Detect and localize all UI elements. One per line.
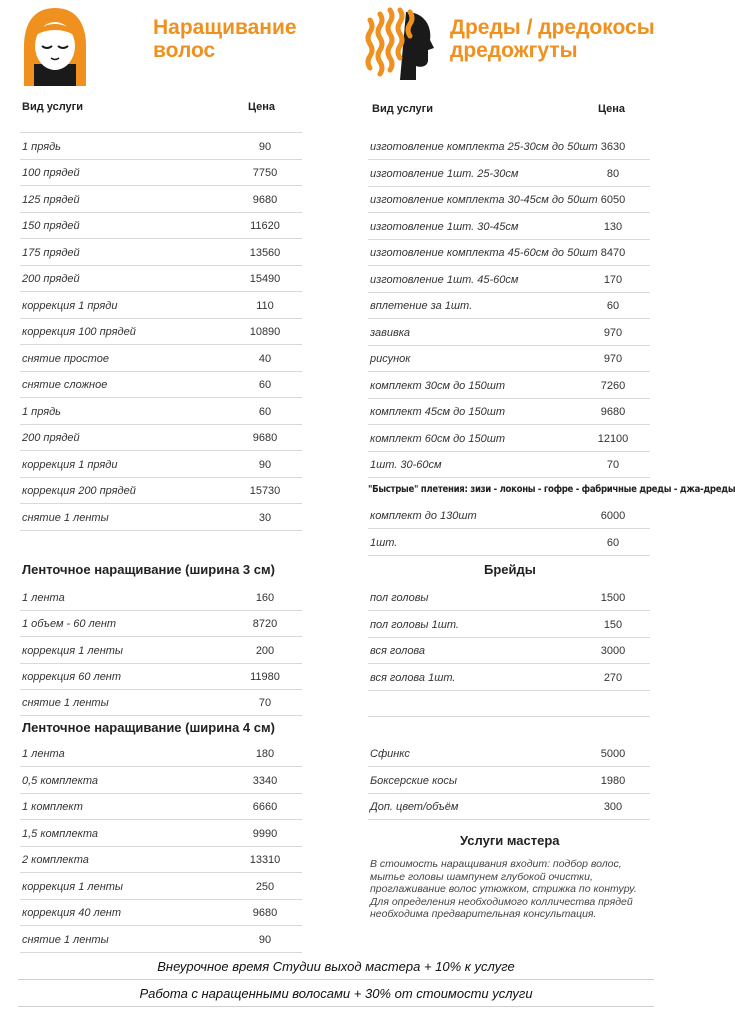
service-price: 7260 [600, 379, 626, 392]
service-name: 100 прядей [22, 167, 80, 179]
table-row [368, 186, 650, 213]
table-row [368, 451, 650, 478]
service-name: 2 комплекта [22, 854, 89, 866]
section-fast-weaving: "Быстрые" плетения: зизи - локоны - гофре - фабричные дреды - джа-дреды [368, 484, 735, 495]
service-price: 1500 [600, 592, 626, 604]
service-name: 1 прядь [22, 140, 61, 153]
service-price: 90 [258, 933, 272, 946]
service-name: изготовление комплекта 45-60см до 50шт [370, 247, 598, 259]
table-row [368, 584, 650, 611]
service-name: комплект 60см до 150шт [370, 432, 505, 445]
service-price: 3630 [600, 141, 626, 153]
table-row [368, 664, 650, 691]
table-row [20, 292, 302, 319]
service-price: 70 [258, 697, 272, 710]
table-row [20, 873, 302, 900]
header-price: Цена [248, 101, 276, 113]
service-name: изготовление 1шт. 25-30см [370, 167, 519, 180]
table-row [368, 345, 650, 372]
service-price: 6000 [600, 510, 626, 522]
footer-line-1: Внеурочное время Студии выход мастера + 10% к услуге [18, 955, 654, 980]
service-price: 30 [258, 511, 272, 524]
service-name: Доп. цвет/объём [370, 801, 459, 813]
table-row [368, 292, 650, 319]
service-price: 80 [606, 167, 620, 180]
service-price: 90 [258, 458, 272, 471]
service-name: 1шт. [370, 536, 398, 549]
service-price: 7750 [252, 167, 278, 179]
service-name: 200 прядей [22, 273, 80, 285]
service-price: 60 [258, 405, 272, 418]
table-row [20, 239, 302, 266]
table-row [368, 611, 650, 638]
service-price: 5000 [600, 748, 626, 760]
table-row [368, 372, 650, 399]
service-name: 1 лента [22, 748, 65, 760]
service-name: Сфинкс [370, 748, 410, 760]
service-price: 270 [603, 671, 623, 684]
service-name: 1,5 комплекта [22, 827, 99, 840]
service-price: 10890 [249, 326, 281, 338]
table-row [20, 584, 302, 611]
table-row [368, 502, 650, 529]
table-row [368, 793, 650, 820]
table-row [368, 239, 650, 266]
service-price: 1980 [600, 774, 626, 787]
service-name: коррекция 200 прядей [22, 485, 136, 497]
table-row [20, 212, 302, 239]
table-row [20, 451, 302, 478]
service-price: 9680 [252, 907, 278, 919]
table-row [20, 477, 302, 504]
table-row [368, 160, 650, 187]
service-name: коррекция 1 ленты [22, 880, 124, 893]
service-price: 9990 [252, 827, 278, 840]
service-price: 60 [606, 300, 620, 312]
service-name: изготовление 1шт. 30-45см [370, 220, 519, 233]
service-name: коррекция 1 ленты [22, 644, 124, 657]
service-name: 1 прядь [22, 405, 61, 418]
service-name: 150 прядей [22, 220, 80, 232]
table-row [20, 610, 302, 637]
header-price: Цена [598, 103, 626, 115]
footer-line-2: Работа с наращенными волосами + 30% от стоимости услуги [18, 982, 654, 1007]
service-price: 150 [603, 618, 623, 631]
table-row [368, 767, 650, 794]
service-name: рисунок [370, 353, 411, 365]
table-row [20, 371, 302, 398]
service-price: 200 [255, 644, 275, 657]
table-row [20, 424, 302, 451]
service-price: 8470 [600, 247, 626, 259]
service-name: 0,5 комплекта [22, 774, 99, 787]
service-name: изготовление комплекта 25-30см до 50шт [370, 141, 598, 153]
table-row [368, 529, 650, 556]
table-row [20, 345, 302, 372]
service-price: 970 [603, 353, 623, 365]
table-row [20, 926, 302, 953]
service-price: 3000 [600, 645, 626, 657]
table-row [20, 186, 302, 213]
table-row [368, 133, 650, 160]
table-row [368, 425, 650, 452]
service-name: вплетение за 1шт. [370, 300, 473, 312]
service-price: 300 [603, 801, 623, 813]
section-braids: Брейды [484, 562, 536, 577]
table-row [368, 690, 650, 717]
service-price: 3340 [252, 774, 278, 787]
service-name: изготовление комплекта 30-45см до 50шт [370, 194, 598, 206]
service-name: коррекция 60 лент [22, 670, 122, 683]
table-row [368, 637, 650, 664]
service-name: изготовление 1шт. 45-60см [370, 273, 519, 286]
service-price: 11620 [250, 220, 280, 232]
table-row [20, 318, 302, 345]
header-service: Вид услуги [372, 103, 434, 115]
table-row [20, 767, 302, 794]
service-name: 200 прядей [22, 432, 80, 444]
table-row [20, 265, 302, 292]
service-price: 9680 [600, 406, 626, 418]
table-row [20, 637, 302, 664]
service-name: 1 лента [22, 592, 65, 604]
service-price: 110 [256, 299, 274, 312]
table-row [20, 398, 302, 425]
service-name: снятие простое [22, 352, 109, 365]
service-price: 6660 [252, 801, 278, 813]
table-row [368, 319, 650, 346]
table-row [20, 159, 302, 186]
service-price: 15490 [249, 273, 281, 285]
service-name: снятие сложное [22, 379, 108, 391]
service-price: 970 [603, 326, 623, 339]
service-price: 13310 [249, 854, 281, 866]
service-price: 160 [255, 592, 275, 604]
service-name: 1 объем - 60 лент [22, 618, 117, 631]
service-name: комплект 30см до 150шт [370, 379, 505, 392]
service-name: 175 прядей [22, 246, 80, 259]
service-name: 125 прядей [22, 193, 80, 206]
header-service: Вид услуги [22, 101, 84, 113]
service-price: 15730 [249, 485, 281, 497]
service-price: 9680 [252, 193, 278, 206]
table-row [368, 740, 650, 767]
service-price: 130 [603, 220, 623, 233]
service-name: Боксерские косы [370, 774, 457, 787]
section-tape-3cm: Ленточное наращивание (ширина 3 см) [22, 562, 275, 577]
service-name: снятие 1 ленты [22, 697, 109, 710]
table-row [368, 398, 650, 425]
service-name: 1 комплект [22, 801, 83, 813]
table-row [20, 106, 302, 133]
dreadlocks-head-icon [360, 6, 440, 93]
service-price: 70 [606, 459, 620, 471]
service-name: вся голова 1шт. [370, 671, 456, 684]
table-row [20, 663, 302, 690]
table-row [20, 504, 302, 531]
service-price: 250 [255, 880, 275, 893]
service-price: 60 [606, 536, 620, 549]
master-note: В стоимость наращивания входит: подбор волос, мытье головы шампунем глубокой очистки, проглаживание волос утюжком, стрижка по контуру. Для определения необходимого колличества прядей необходима предварительная консультация. [370, 858, 637, 920]
service-name: вся голова [370, 645, 426, 657]
service-price: 12100 [597, 432, 629, 445]
service-name: пол головы 1шт. [370, 618, 459, 631]
table-row [20, 740, 302, 767]
service-price: 170 [603, 273, 623, 286]
left-title: Наращивание волос [153, 16, 297, 62]
service-price: 11980 [250, 670, 280, 683]
service-price: 60 [258, 379, 272, 391]
service-name: коррекция 40 лент [22, 907, 122, 919]
service-price: 8720 [252, 618, 278, 631]
table-row [20, 820, 302, 847]
service-price: 13560 [249, 246, 281, 259]
service-price: 90 [258, 140, 272, 153]
service-name: снятие 1 ленты [22, 511, 109, 524]
table-row [20, 689, 302, 716]
service-price: 6050 [600, 194, 626, 206]
service-name: пол головы [370, 592, 429, 604]
service-name: 1шт. 30-60см [370, 459, 442, 471]
table-row [20, 846, 302, 873]
service-price: 180 [255, 748, 275, 760]
table-row [20, 899, 302, 926]
woman-face-icon [20, 6, 90, 93]
service-name: коррекция 1 пряди [22, 458, 118, 471]
section-master-services: Услуги мастера [460, 833, 560, 848]
service-price: 9680 [252, 432, 278, 444]
service-price: 40 [258, 352, 272, 365]
service-name: коррекция 100 прядей [22, 326, 136, 338]
table-row [368, 213, 650, 240]
right-title: Дреды / дредокосы дредожгуты [450, 16, 655, 62]
service-name: завивка [370, 326, 411, 339]
service-name: коррекция 1 пряди [22, 299, 118, 312]
service-name: комплект 45см до 150шт [370, 406, 505, 418]
table-row [20, 793, 302, 820]
service-name: снятие 1 ленты [22, 933, 109, 946]
table-row [20, 133, 302, 160]
table-row [368, 266, 650, 293]
section-tape-4cm: Ленточное наращивание (ширина 4 см) [22, 720, 275, 735]
service-name: комплект до 130шт [370, 510, 477, 522]
